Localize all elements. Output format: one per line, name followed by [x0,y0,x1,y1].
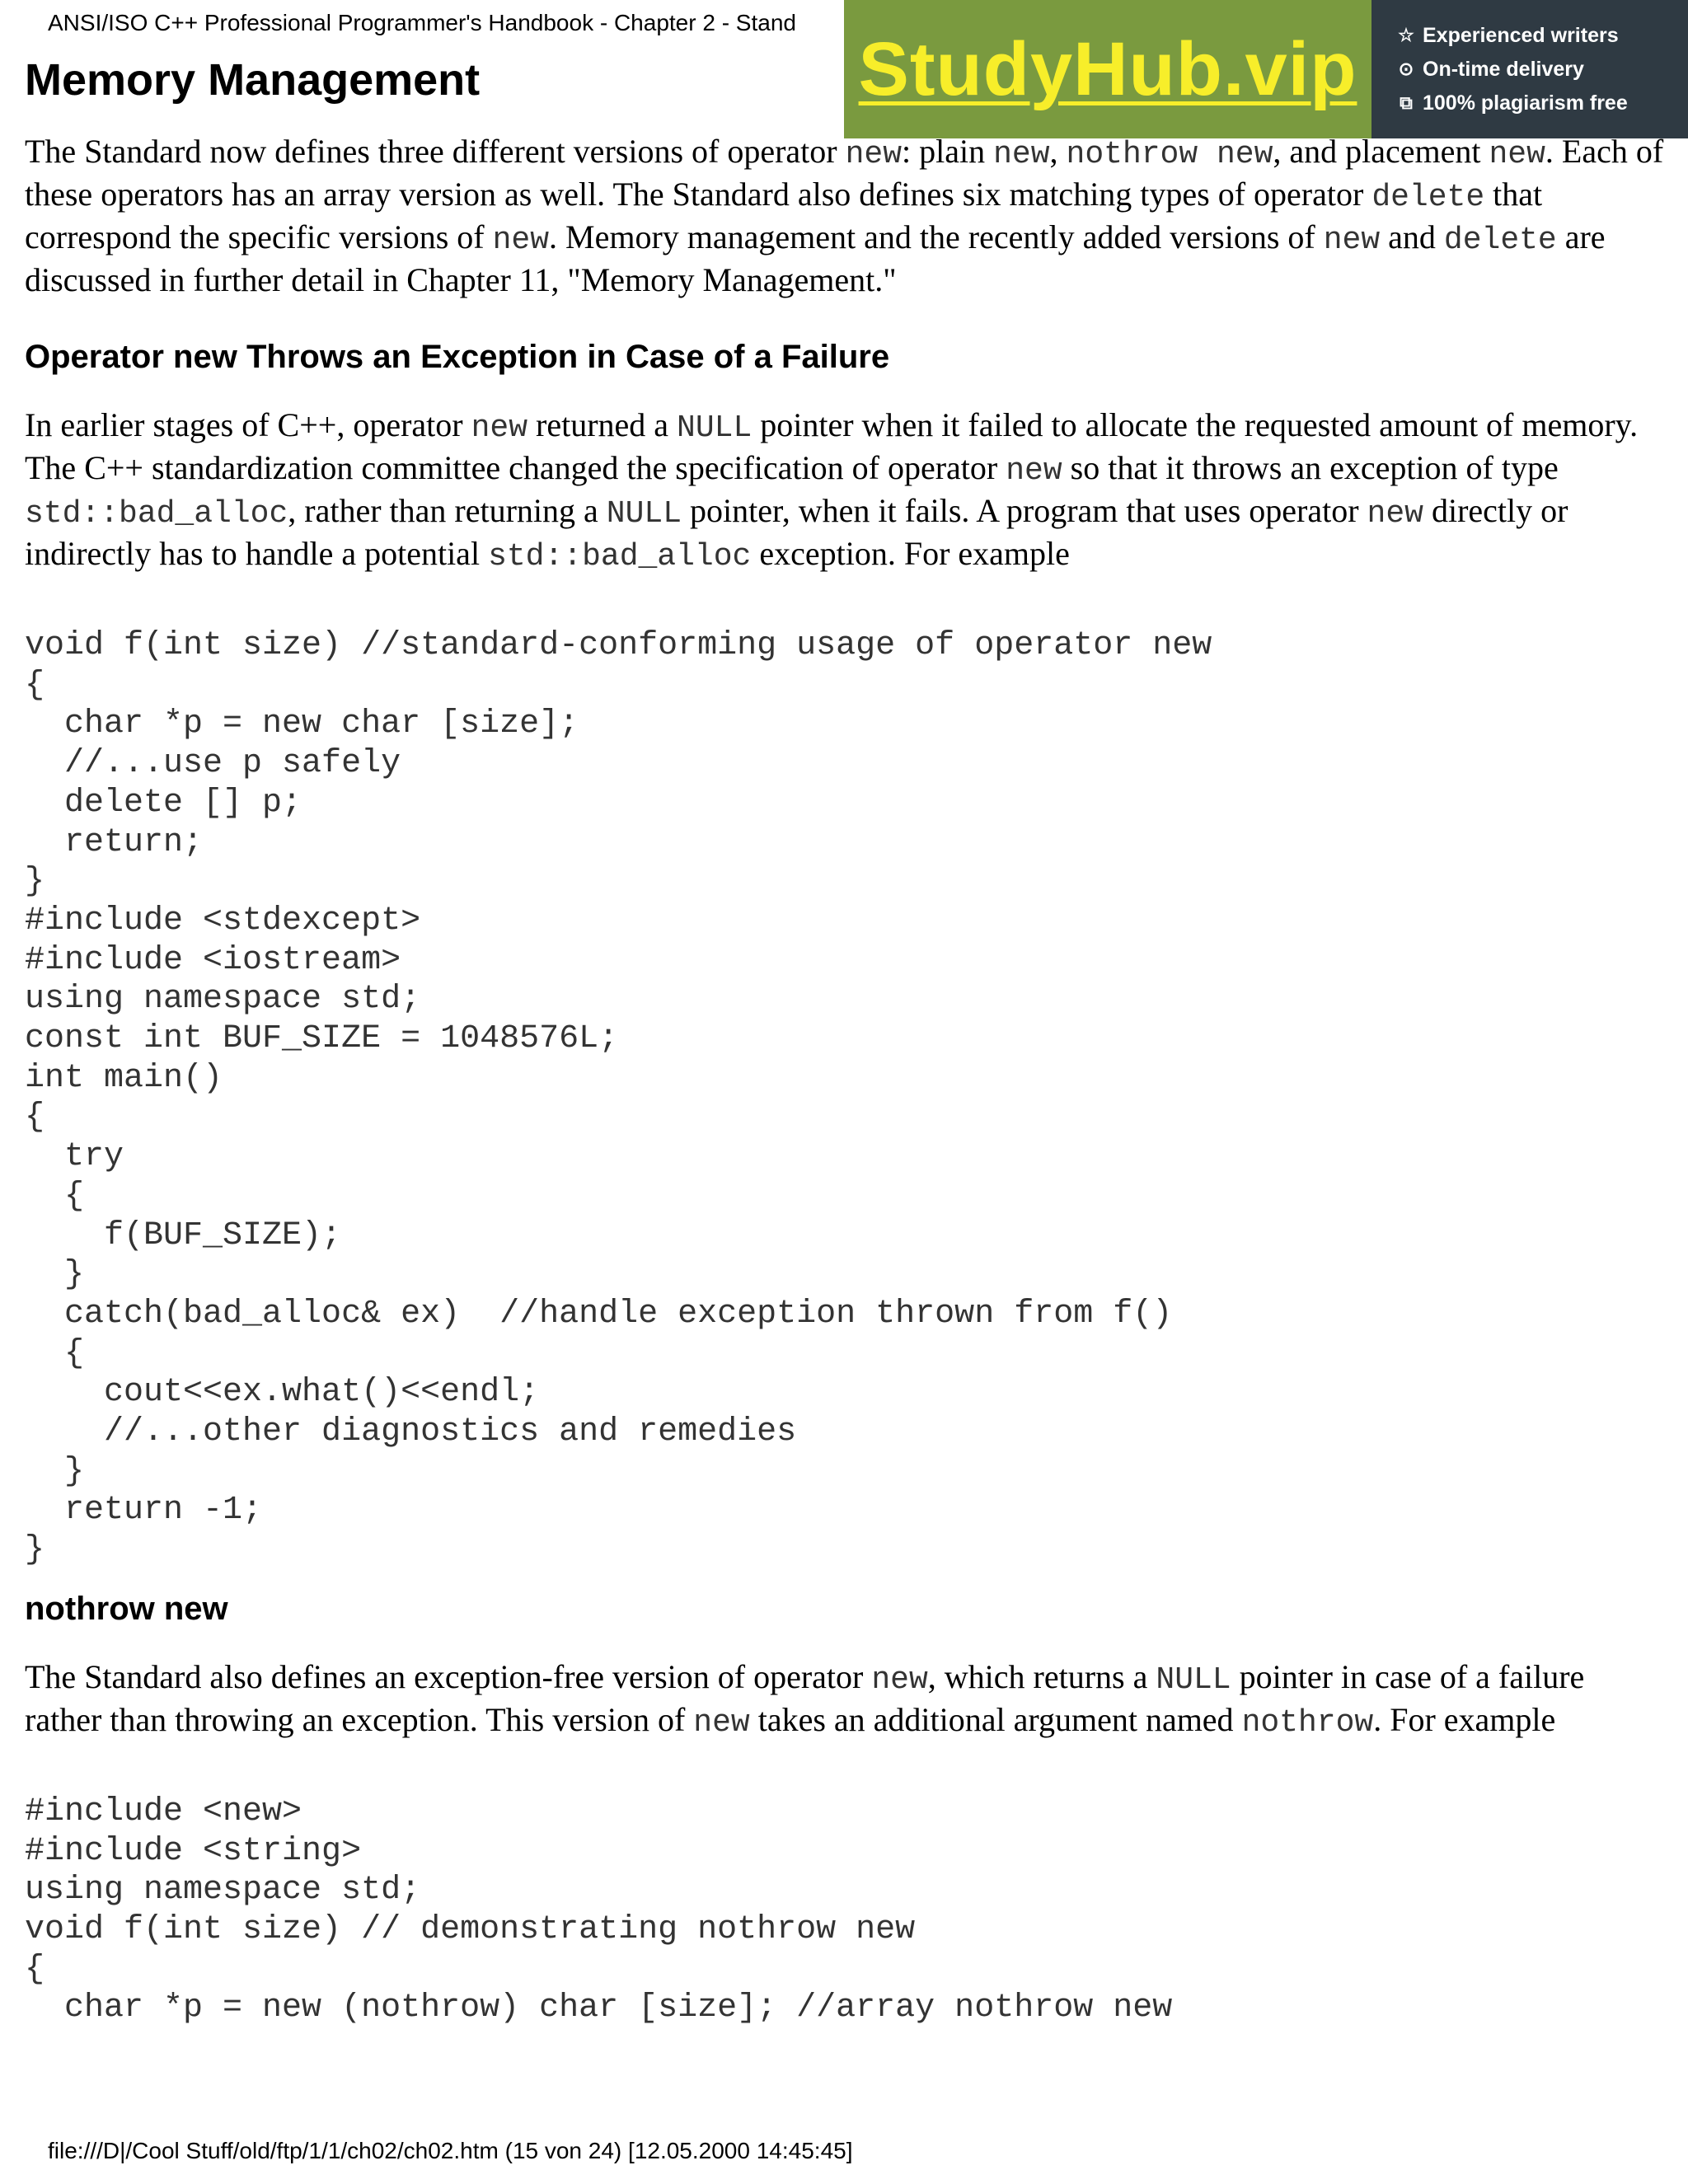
inline-code: new [1367,496,1423,532]
text-run: . Memory management and the recently added versions of [549,218,1324,255]
text-run: directly or indirectly has to handle a potential [25,492,1568,572]
text-run: , and placement [1273,133,1489,170]
inline-code: delete [1443,223,1557,258]
text-run: . For example [1373,1700,1556,1738]
inline-code: new [1006,453,1062,489]
intro-paragraph [25,132,1665,300]
inline-code: nothrow [1241,1704,1374,1741]
text-run: , which returns a [927,1657,1156,1695]
text-run: , rather than returning a [288,492,607,529]
star-outline-icon: ☆ [1398,25,1414,45]
text-run: pointer in case of a failure rather than throwing an exception. This version of [25,1657,1585,1738]
section-heading-operator-new-throws: Operator new Throws an Exception in Case of a Failure [25,339,890,375]
inline-code: new [492,223,550,258]
inline-code: new [993,137,1050,172]
page-title: Memory Management [25,55,481,105]
text-run: that correspond the specific versions of [25,176,1543,255]
inline-code: delete [1372,180,1485,215]
inline-code: std::bad_alloc [488,539,752,574]
inline-code: NULL [677,410,753,446]
text-run: In earlier stages of C++, operator [25,406,471,443]
inline-code: new [1323,223,1381,258]
inline-code: new [693,1704,750,1741]
text-run: : plain [902,133,994,170]
text-run: takes an additional argument named [749,1700,1242,1738]
feature-label: Experienced writers [1423,23,1619,47]
feature-label: On-time delivery [1423,57,1584,81]
text-run: The Standard also defines an exception-free version of operator [25,1657,872,1695]
section2-paragraph [25,1657,1665,1743]
text-run: pointer, when it fails. A program that uses operator [682,492,1367,529]
article-content [25,51,1665,2028]
text-run: so that it throws an exception of type [1062,449,1559,486]
inline-code: NULL [606,496,682,532]
inline-code: new [845,137,903,172]
inline-code: NULL [1156,1661,1231,1698]
text-run: . Each of these operators has an array version as well. The Standard also defines six matching types of operator [25,133,1664,213]
feature-experienced-writers [1396,24,1688,48]
text-run: are discussed in further detail in Chapter 11, "Memory Management." [25,218,1606,298]
text-run: pointer when it failed to allocate the requested amount of memory. The C++ standardization committee changed the specification of operator [25,406,1639,486]
text-run: The Standard now defines three different versions of operator [25,133,846,170]
text-run: , [1049,133,1067,170]
clock-icon: ⊙ [1398,59,1414,79]
inline-code: new [471,410,528,446]
inline-code: std::bad_alloc [25,496,288,532]
feature-label: 100% plagiarism free [1423,91,1628,115]
page-header-title: ANSI/ISO C++ Professional Programmer's Handbook - Chapter 2 - Stand [48,10,796,35]
inline-code: nothrow new [1066,137,1273,172]
page-footer-url: file:///D|/Cool Stuff/old/ftp/1/1/ch02/ch02.htm (15 von 24) [12.05.2000 14:45:45] [48,2138,853,2163]
copy-icon: ⧉ [1400,92,1413,113]
section1-paragraph [25,405,1665,577]
logo-text: StudyHub.vip [858,26,1357,111]
section-heading-nothrow-new: nothrow new [25,1590,228,1627]
code-block-nothrow: #include <new> #include <string> using namespace std; void f(int size) // demonstrating nothrow new { char *p = new (nothrow) char [size]; //array nothrow new [25,1793,1173,2027]
code-block-bad-alloc: void f(int size) //standard-conforming usage of operator new { char *p = new char [size]; //...use p safely delete [] p; return; } #include <stdexcept> #include <iostream> using namespace std; const int BUF_SIZE = 1048576L; int main() { try { f(BUF_SIZE); } catch(bad_alloc& ex) //handle exception thrown from f() { cout<<ex.what()<<endl; //...other diagnostics and remedies } return -1; } [25,627,1212,1569]
inline-code: new [1489,137,1545,172]
text-run: and [1380,218,1444,255]
text-run: exception. For example [751,535,1070,572]
text-run: returned a [528,406,678,443]
inline-code: new [871,1661,928,1698]
